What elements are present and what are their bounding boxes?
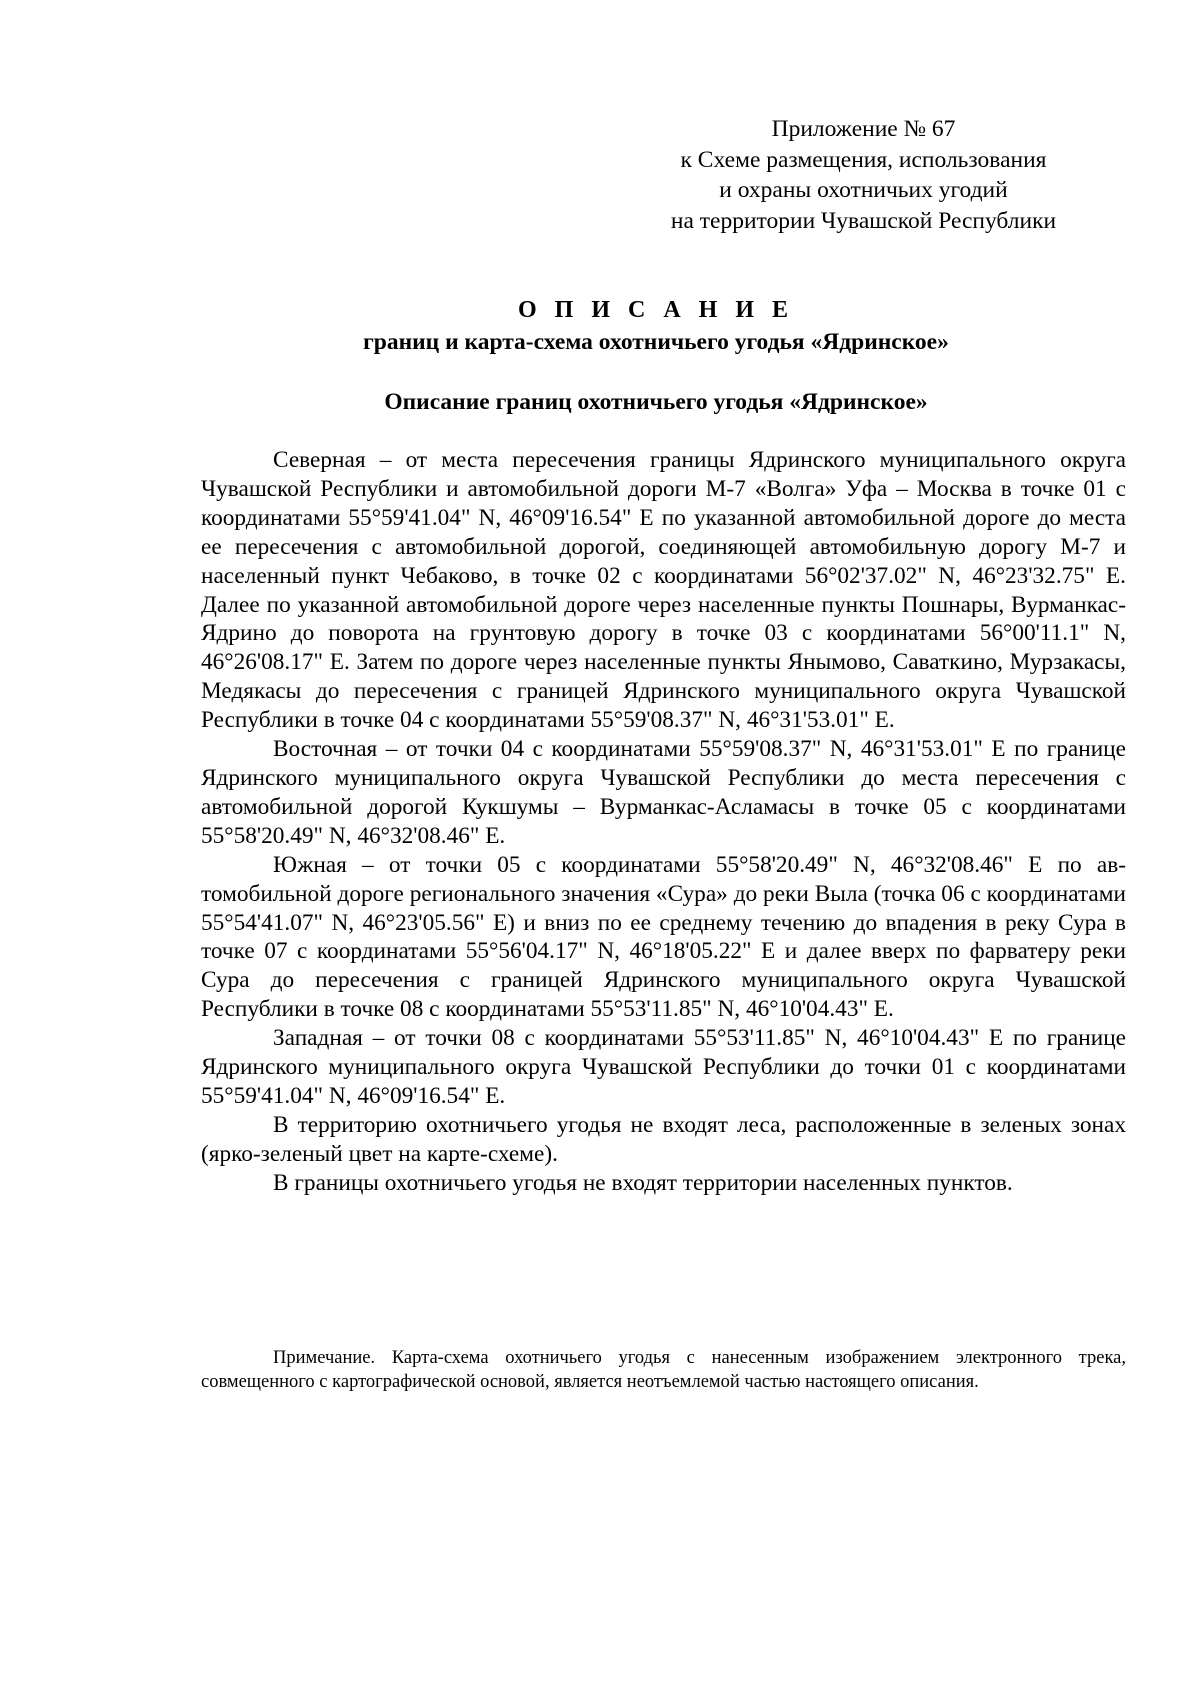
paragraph-west: Западная – от точки 08 с координатами 55°53'11.85" N, 46°10'04.43" E по границе Ядринского муниципального округа Чувашской Республики до точки 01 с координатами 55°59'41.04" N, 46°09'16.54" E. [201, 1025, 1126, 1109]
paragraph-south: Южная – от точки 05 с координатами 55°58'20.49" N, 46°32'08.46" E по автомобильной дороге регионального значения «Сура» до реки Выла (точка 06 с координатами 55°54'41.07" N, 46°23'05.56" E) и вниз по ее среднему течению до впадения в реку Сура в точке 07 с координатами 55°56'04.17" N, 46°18'05.22" E и далее вверх по фарватеру реки Сура до пересечения с границей Ядринского муниципального округа Чувашской Республики в точке 08 с координатами 55°53'11.85" N, 46°10'04.43" E. [201, 851, 1126, 1023]
paragraph-settlement-exclusion: В границы охотничьего угодья не входят территории населенных пунктов. [273, 1169, 1013, 1196]
document-title [186, 294, 1126, 358]
paragraph-forest-exclusion: В территорию охотничьего угодья не входят леса, расположенные в зеленых зонах (ярко-зеленый цвет на карте-схеме). [201, 1111, 1126, 1167]
title-main: О П И С А Н И Е [517, 297, 794, 323]
paragraph-north: Северная – от места пересечения границы Ядринского муниципального округа Чувашской Республики и автомобильной дороги М-7 «Волга» Уфа – Москва в точке 01 с координатами 55°59'41.04" N, 46°09'16.54" E по указанной автомобильной дороге до места ее пересечения с автомобильной дорогой, соединяющей автомобильную дорогу М-7 и населенный пункт Чебаково, в точке 02 с координатами 56°02'37.02" N, 46°23'32.75" E. Далее по указанной автомобильной дороге через населенные пункты Пошнары, Вурманкас-Ядрино до поворота на грунтовую дорогу в точке 03 с координатами 56°00'11.1" N, 46°26'08.17" E. Затем по дороге через населенные пункты Янымово, Саваткино, Мурзакасы, Медякасы до пересечения с границей Ядринского муниципального округа Чувашской Республики в точке 04 с координатами 55°59'08.37" N, 46°31'53.01" E. [201, 447, 1126, 734]
appendix-line-4: на территории Чувашской Республики [670, 207, 1057, 234]
appendix-line-1: Приложение № 67 [771, 116, 956, 142]
appendix-line-2: к Схеме размещения, использования [680, 146, 1047, 173]
footnote: Примечание. Карта-схема охотничьего угодья с нанесенным изображением электронного трека, совмещенного с картографической основой, является неотъемлемой частью настоящего описания. [201, 1348, 1126, 1392]
appendix-header [600, 114, 1127, 236]
boundary-description [201, 446, 1126, 1198]
title-subtitle: границ и карта-схема охотничьего угодья «Ядринское» [363, 329, 949, 355]
section-heading: Описание границ охотничьего угодья «Ядринское» [384, 389, 928, 415]
appendix-line-3: и охраны охотничьих угодий [719, 177, 1008, 203]
paragraph-east: Восточная – от точки 04 с координатами 55°59'08.37" N, 46°31'53.01" E по границе Ядринского муниципального округа Чувашской Республики до места пересечения с автомобильной дорогой Кукшумы – Вурманкас-Асламасы в точке 05 с координатами 55°58'20.49" N, 46°32'08.46" E. [201, 736, 1126, 849]
